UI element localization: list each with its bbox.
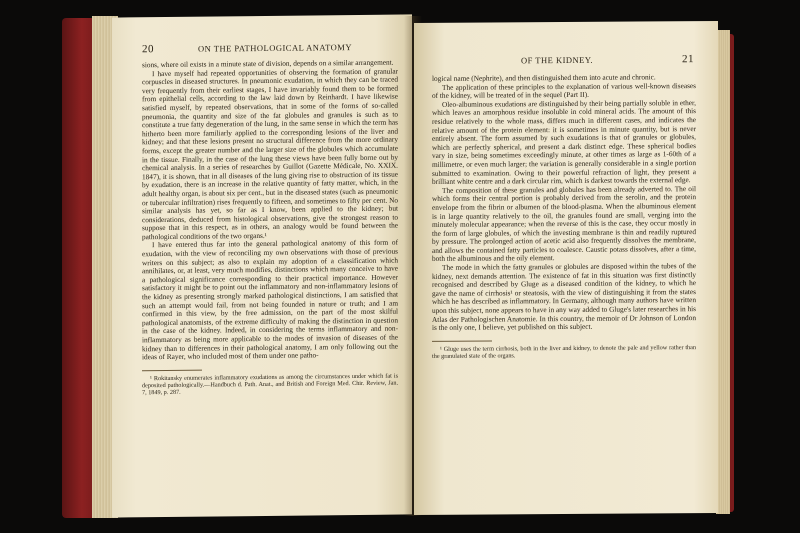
paragraph: Oleo-albuminous exudations are distinguished by their being partially soluble in ether, which leaves an amorphous residue insoluble in cold mineral acids. The amount of this residue relatively to the whole mass, differs much in different cases, and indicates the relative amount of the protein element: it is sometimes in minute quantity, but is never entirely absent. The form assumed by such exudations is that of granules or globules, which are perfectly spherical, and present a dark distinct edge. These spherical bodies vary in size, being sometimes exceedingly minute, at other times as large as 1-60th of a millimetre, or even much larger; the variation is generally considerable in a single portion submitted to examination. Owing to their powerful refraction of light, they present a brilliant white centre and a dark circular rim, which is darkest towards the external edge. <box>432 97 696 187</box>
paragraph: logical name (Nephrite), and then distinguished them into acute and chronic. <box>432 72 656 83</box>
right-page-header <box>432 53 694 67</box>
page-number: 21 <box>682 53 694 66</box>
footnote-rule <box>142 369 202 371</box>
footnote-text: ¹ Rokitansky enumerates inflammatory exudations as among the circumstances under which fat is deposited pathologically.—Handbuch d. Path. Anat., and British and Foreign Med. Chir. Review, Jan. 7, 1849, p. 287. <box>142 372 398 397</box>
footnote <box>142 372 398 396</box>
paragraph: The mode in which the fatty granules or globules are disposed within the tubes of the kidney, next demands attention. The existence of fat in this situation was first distinctly recognised and described by Gluge as a diseased condition of the kidney, to which he gave the name of cirrhosis¹ or steatosis, with the view of distinguishing it from the states which he has described as inflammatory. In Germany, although many authors have written upon this subject, none appears to have in any way added to Gluge's later researches in his Atlas der Pathologischen Anatomie. In this country, the memoir of Dr Johnson of London is the only one, I believe, yet published on this subject. <box>432 261 696 333</box>
left-page-body <box>142 59 398 362</box>
right-page-body <box>432 73 696 333</box>
paragraph: The application of these principles to the explanation of various well-known diseases of the kidney, will be treated of in the sequel (Part II). <box>432 80 696 101</box>
page-number: 20 <box>142 43 154 56</box>
footnote-text: ¹ Gluge uses the term cirrhosis, both in the liver and kidney, to denote the pale and yellow rather than the granulated state of the organs. <box>432 343 696 360</box>
paragraph: I have myself had repeated opportunities of observing the formation of granular corpuscles in diseased structures. In pneumonic exudation, in which they can be traced very frequently from their earliest stages, I have invariably found them to be formed from epithelial cells, according to the law laid down by Reinhardt. I have likewise satisfied myself, by repeated observations, that in some of the forms of so-called pneumonia, the quantity and size of the fat globules and granules is such as to constitute a true fatty degeneration of the lung, in the same sense in which the term has hitherto been more familiarly applied to the corresponding lesions of the liver and kidney; and that these lesions present no structural difference from the more ordinary forms, except the greater number and the larger size of the globules which accumulate in the tissue. Finally, in the case of the lung these views have been fully borne out by chemical analysis. In a series of researches by Guillot (Gazette Médicale, No. XXIX. 1847), it is shown, that in all diseases of the lung giving rise to obstruction of its tissue by exudation, there is an increase in the relative quantity of fatty matter, which, in the adult healthy organ, is about six per cent., but in the diseased states (such as pneumonic or tubercular infiltration) rises frequently to fifteen, and sometimes to fifty per cent. No similar analysis has yet, so far as I know, been applied to the kidney; but considerations, deduced from histological observations, give the strongest reason to suppose that in this respect, as in others, an analogy would be found between the pathological conditions of the two organs.¹ <box>142 66 398 242</box>
page-edges-right <box>716 30 730 514</box>
left-page <box>112 14 412 517</box>
paragraph: I have entered thus far into the general pathological anatomy of this form of exudation, with the view of reconciling my own observations with those of previous writers on this subject; as also to explain my adoption of a classification which annihilates, or, at least, very much modifies, distinctions which many conceive to have a pathological significance corresponding to their practical importance. However satisfactory it might be to point out the inflammatory and non-inflammatory lesions of the kidney as presenting strongly marked pathological distinctions, I am satisfied that such an attempt would fail, from not being founded in nature or truth; and I am confirmed in this view, by the free admission, on the part of the most skilful pathological anatomists, of the extreme difficulty of making the distinction in question in the case of the kidney. Indeed, in considering the terms inflammatory and non-inflammatory as being more applicable to the modes of invasion of diseases of the kidney than to differences in their pathological anatomy, I am only following out the ideas of Rayer, who included most of them under one patho- <box>142 238 398 362</box>
paragraph: The composition of these granules and globules has been already adverted to. The oil which forms their central portion is probably derived from the serolin, and the protein envelope from the fibrin or albumen of the blood-plasma. When the albuminous element is in large quantity relatively to the oil, the granules found are small, verging into the minutely molecular appearance; when the reverse of this is the case, they occur mostly in the form of large globules, of which the investing membrane is thin and readily ruptured by pressure. The prolonged action of acetic acid also frequently dissolves the membrane, and allows the contained fatty particles to coalesce. Caustic potass dissolves, after a time, both the albuminous and the oily element. <box>432 183 696 264</box>
footnote-rule <box>432 340 492 341</box>
right-page <box>414 21 718 515</box>
running-head: OF THE KIDNEY. <box>520 54 594 66</box>
left-page-header <box>142 41 396 56</box>
paragraph: sions, where oil exists in a minute state of division, depends on a similar arrangement. <box>142 57 394 70</box>
running-head: ON THE PATHOLOGICAL ANATOMY <box>198 42 352 54</box>
footnote <box>432 344 696 360</box>
